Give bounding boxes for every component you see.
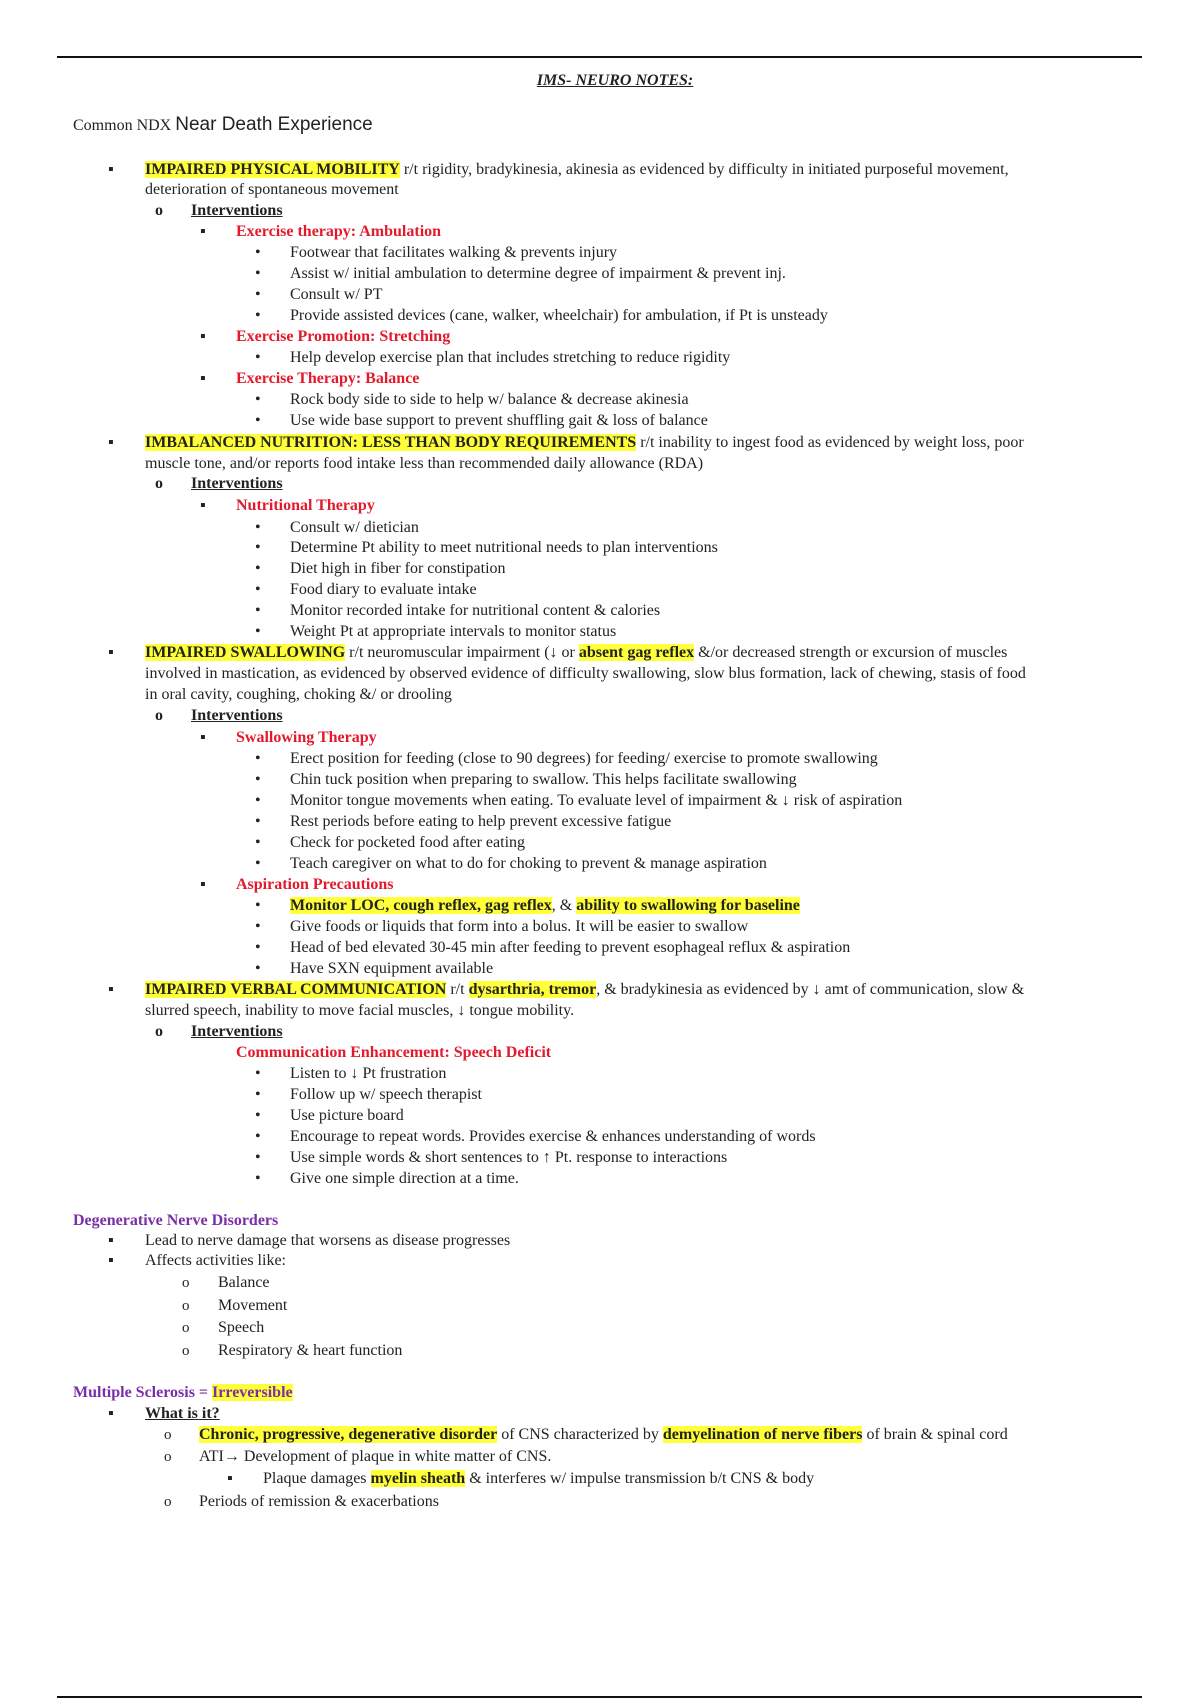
- list-item: Food diary to evaluate intake: [290, 581, 477, 598]
- list-item: Use simple words & short sentences to ↑ Pt. response to interactions: [290, 1149, 728, 1166]
- ndx-desc-cont: muscle tone, and/or reports food intake less than recommended daily allowance (RDA): [145, 455, 704, 472]
- ndx-desc-cont: involved in mastication, as evidenced by observed evidence of difficulty swallowing, slow blus formation, lack of chewing, stasis of food: [145, 665, 1026, 682]
- text: =: [194, 1384, 213, 1401]
- dot-icon: [255, 390, 261, 410]
- ndx-name: IMPAIRED VERBAL COMMUNICATION: [145, 981, 447, 998]
- list-item: Consult w/ PT: [290, 286, 383, 303]
- list-item: Give one simple direction at a time.: [290, 1170, 519, 1187]
- list-item: Use picture board: [290, 1107, 404, 1124]
- dot-icon: [255, 264, 261, 284]
- ndx-desc: r/t inability to ingest food as evidenced by weight loss, poor: [636, 434, 1024, 451]
- ndx-line: [145, 643, 1007, 663]
- bullet-icon: [200, 369, 206, 389]
- what-is-it: What is it?: [145, 1405, 220, 1422]
- dot-icon: [255, 938, 261, 958]
- bullet-icon: [108, 1231, 114, 1251]
- bullet-icon: [200, 875, 206, 895]
- dot-icon: [255, 285, 261, 305]
- list-item: Encourage to repeat words. Provides exercise & enhances understanding of words: [290, 1128, 816, 1145]
- intervention-title: Swallowing Therapy: [236, 729, 377, 746]
- subtitle-prefix: Common NDX: [73, 117, 172, 134]
- list-item: Diet high in fiber for constipation: [290, 560, 506, 577]
- ndx-highlight: dysarthria, tremor: [468, 981, 597, 998]
- interventions-label: Interventions: [191, 1023, 283, 1040]
- list-item: Footwear that facilitates walking & prevents injury: [290, 244, 618, 261]
- list-item: Teach caregiver on what to do for choking to prevent & manage aspiration: [290, 855, 767, 872]
- highlight: myelin sheath: [370, 1470, 466, 1487]
- list-item: Have SXN equipment available: [290, 960, 494, 977]
- list-item: Assist w/ initial ambulation to determine degree of impairment & prevent inj.: [290, 265, 786, 282]
- highlight: Irreversible: [212, 1384, 293, 1401]
- dot-icon: [255, 1064, 261, 1084]
- circle-bullet-icon: [155, 201, 163, 221]
- list-item: Monitor recorded intake for nutritional content & calories: [290, 602, 661, 619]
- list-item: Balance: [218, 1274, 270, 1291]
- bullet-icon: [200, 222, 206, 242]
- page-title: IMS- NEURO NOTES:: [536, 72, 694, 89]
- list-item: Use wide base support to prevent shuffling gait & loss of balance: [290, 412, 708, 429]
- dot-icon: [255, 833, 261, 853]
- ndx-line: [145, 980, 1024, 1000]
- dot-icon: [255, 812, 261, 832]
- bullet-icon: [200, 496, 206, 516]
- list-item: ATI→ Development of plaque in white matter of CNS.: [199, 1448, 552, 1465]
- dot-icon: [255, 538, 261, 558]
- interventions-label: Interventions: [191, 475, 283, 492]
- ndx-desc-cont: deterioration of spontaneous movement: [145, 181, 399, 198]
- bullet-icon: [108, 433, 114, 453]
- list-item: Help develop exercise plan that includes stretching to reduce rigidity: [290, 349, 731, 366]
- list-item: [263, 1469, 814, 1489]
- list-item: Monitor tongue movements when eating. To evaluate level of impairment & ↓ risk of aspiration: [290, 792, 903, 809]
- ndx-name: IMPAIRED SWALLOWING: [145, 644, 346, 661]
- list-item: [290, 896, 800, 916]
- dot-icon: [255, 1127, 261, 1147]
- circle-bullet-icon: [182, 1273, 190, 1293]
- list-item: Weight Pt at appropriate intervals to monitor status: [290, 623, 617, 640]
- dot-icon: [255, 749, 261, 769]
- dot-icon: [255, 1106, 261, 1126]
- text: of CNS characterized by: [497, 1426, 663, 1443]
- ndx-desc: , & bradykinesia as evidenced by ↓ amt of communication, slow &: [596, 981, 1025, 998]
- circle-bullet-icon: [164, 1447, 172, 1467]
- dot-icon: [255, 917, 261, 937]
- section-heading: Degenerative Nerve Disorders: [73, 1212, 279, 1229]
- highlight: Monitor LOC, cough reflex, gag reflex: [290, 897, 552, 914]
- dot-icon: [255, 854, 261, 874]
- list-item: Provide assisted devices (cane, walker, wheelchair) for ambulation, if Pt is unsteady: [290, 307, 828, 324]
- list-item: Affects activities like:: [145, 1252, 286, 1269]
- bullet-icon: [108, 1404, 114, 1424]
- list-item: Movement: [218, 1297, 288, 1314]
- list-item: Speech: [218, 1319, 265, 1336]
- bullet-icon: [200, 728, 206, 748]
- dot-icon: [255, 959, 261, 979]
- list-item: Chin tuck position when preparing to swallow. This helps facilitate swallowing: [290, 771, 797, 788]
- ndx-desc: &/or decreased strength or excursion of muscles: [694, 644, 1008, 661]
- circle-bullet-icon: [164, 1492, 172, 1512]
- ndx-name: IMPAIRED PHYSICAL MOBILITY: [145, 161, 400, 178]
- ndx-highlight: absent gag reflex: [578, 644, 695, 661]
- list-item: Rock body side to side to help w/ balance & decrease akinesia: [290, 391, 689, 408]
- list-item: Consult w/ dietician: [290, 519, 419, 536]
- dot-icon: [255, 622, 261, 642]
- ndx-desc: r/t neuromuscular impairment (↓ or: [345, 644, 579, 661]
- dot-icon: [255, 243, 261, 263]
- intervention-title: Nutritional Therapy: [236, 497, 375, 514]
- circle-bullet-icon: [182, 1341, 190, 1361]
- interventions-label: Interventions: [191, 707, 283, 724]
- highlight: Chronic, progressive, degenerative disorder: [199, 1426, 498, 1443]
- dot-icon: [255, 791, 261, 811]
- bullet-icon: [108, 160, 114, 180]
- ndx-line: [145, 160, 1009, 180]
- circle-bullet-icon: [155, 1022, 163, 1042]
- circle-bullet-icon: [182, 1296, 190, 1316]
- ndx-name: IMBALANCED NUTRITION: LESS THAN BODY REQUIREMENTS: [145, 434, 637, 451]
- circle-bullet-icon: [182, 1318, 190, 1338]
- text: of brain & spinal cord: [862, 1426, 1008, 1443]
- dot-icon: [255, 896, 261, 916]
- dot-icon: [255, 770, 261, 790]
- list-item: Erect position for feeding (close to 90 degrees) for feeding/ exercise to promote swallowing: [290, 750, 878, 767]
- dot-icon: [255, 518, 261, 538]
- list-item: Head of bed elevated 30-45 min after feeding to prevent esophageal reflux & aspiration: [290, 939, 851, 956]
- list-item: [199, 1425, 1008, 1445]
- ndx-line: [145, 433, 1024, 453]
- dot-icon: [255, 348, 261, 368]
- list-item: Give foods or liquids that form into a bolus. It will be easier to swallow: [290, 918, 749, 935]
- text: & interferes w/ impulse transmission b/t CNS & body: [465, 1470, 815, 1487]
- list-item: Listen to ↓ Pt frustration: [290, 1065, 447, 1082]
- interventions-label: Interventions: [191, 202, 283, 219]
- dot-icon: [255, 601, 261, 621]
- list-item: Lead to nerve damage that worsens as disease progresses: [145, 1232, 511, 1249]
- text: Plaque damages: [263, 1470, 371, 1487]
- intervention-title: Exercise Therapy: Balance: [236, 370, 420, 387]
- list-item: Periods of remission & exacerbations: [199, 1493, 439, 1510]
- section-heading: Multiple Sclerosis: [73, 1384, 195, 1401]
- text: , &: [551, 897, 577, 914]
- bottom-rule: [57, 1696, 1142, 1698]
- highlight: ability to swallowing for baseline: [576, 897, 800, 914]
- top-rule: [57, 56, 1142, 58]
- dot-icon: [255, 306, 261, 326]
- list-item: Respiratory & heart function: [218, 1342, 403, 1359]
- ndx-desc: r/t: [446, 981, 469, 998]
- dot-icon: [255, 411, 261, 431]
- dot-icon: [255, 1169, 261, 1189]
- list-item: Follow up w/ speech therapist: [290, 1086, 482, 1103]
- intervention-title: Aspiration Precautions: [236, 876, 394, 893]
- intervention-title: Communication Enhancement: Speech Deficit: [236, 1044, 552, 1061]
- bullet-icon: [227, 1469, 233, 1489]
- bullet-icon: [108, 980, 114, 1000]
- bullet-icon: [108, 643, 114, 663]
- dot-icon: [255, 1148, 261, 1168]
- ndx-desc-cont: in oral cavity, coughing, choking &/ or drooling: [145, 686, 452, 703]
- circle-bullet-icon: [164, 1425, 172, 1445]
- bullet-icon: [200, 327, 206, 347]
- ms-heading: [73, 1383, 293, 1403]
- dot-icon: [255, 580, 261, 600]
- list-item: Determine Pt ability to meet nutritional needs to plan interventions: [290, 539, 718, 556]
- subtitle-suffix: Near Death Experience: [175, 114, 373, 135]
- ndx-desc: r/t rigidity, bradykinesia, akinesia as evidenced by difficulty in initiated purposeful movement,: [399, 161, 1009, 178]
- intervention-title: Exercise therapy: Ambulation: [236, 223, 442, 240]
- highlight: demyelination of nerve fibers: [662, 1426, 863, 1443]
- list-item: Rest periods before eating to help prevent excessive fatigue: [290, 813, 672, 830]
- dot-icon: [255, 559, 261, 579]
- ndx-desc-cont: slurred speech, inability to move facial muscles, ↓ tongue mobility.: [145, 1002, 575, 1019]
- list-item: Check for pocketed food after eating: [290, 834, 526, 851]
- circle-bullet-icon: [155, 474, 163, 494]
- circle-bullet-icon: [155, 706, 163, 726]
- dot-icon: [255, 1085, 261, 1105]
- intervention-title: Exercise Promotion: Stretching: [236, 328, 451, 345]
- bullet-icon: [108, 1251, 114, 1271]
- subtitle: [73, 114, 373, 136]
